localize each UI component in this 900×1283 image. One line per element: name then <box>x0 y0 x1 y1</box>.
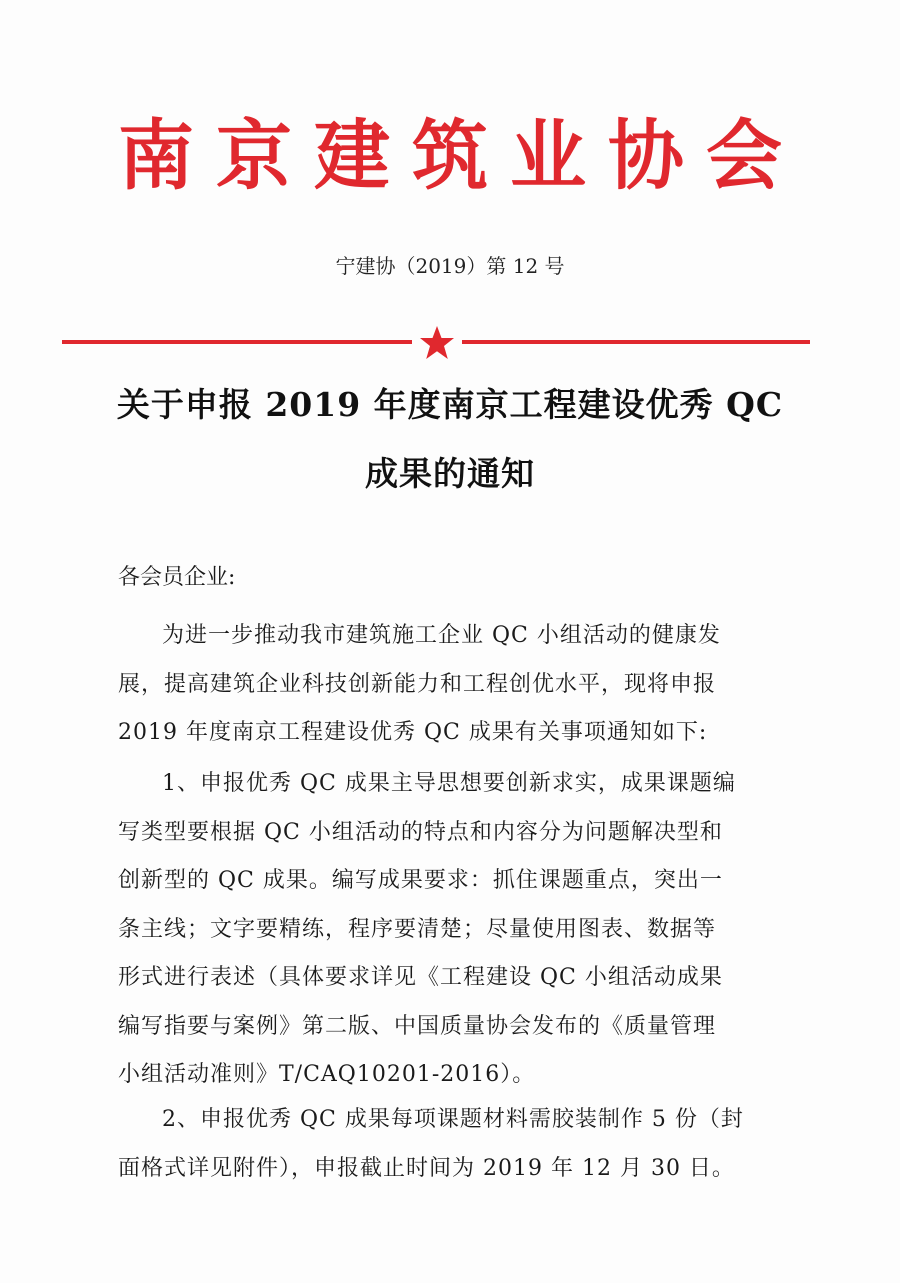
organization-letterhead: 南京建筑业协会 <box>118 111 804 200</box>
notice-title-line-1: 关于申报 2019 年度南京工程建设优秀 QC <box>116 385 784 424</box>
paragraph-line: 1、申报优秀 QC 成果主导思想要创新求实，成果课题编 <box>162 771 736 796</box>
paragraph-line: 为进一步推动我市建筑施工企业 QC 小组活动的健康发 <box>162 623 721 648</box>
paragraph-line: 2、申报优秀 QC 成果每项课题材料需胶装制作 5 份（封 <box>162 1107 744 1132</box>
document-number: 宁建协（2019）第 12 号 <box>335 254 565 278</box>
paragraph-line: 写类型要根据 QC 小组活动的特点和内容分为问题解决型和 <box>118 819 723 845</box>
salutation: 各会员企业: <box>118 565 236 590</box>
paragraph-line: 编写指要与案例》第二版、中国质量协会发布的《质量管理 <box>118 1013 717 1039</box>
paragraph-line: 面格式详见附件），申报截止时间为 2019 年 12 月 30 日。 <box>118 1155 735 1181</box>
paragraph-item-2 <box>118 1096 768 1193</box>
red-divider-right <box>462 340 810 344</box>
paragraph-line: 条主线；文字要精练，程序要清楚；尽量使用图表、数据等 <box>118 916 717 942</box>
red-divider-left <box>62 340 412 344</box>
red-star-icon <box>418 324 456 362</box>
notice-title-line-2: 成果的通知 <box>365 454 535 493</box>
paragraph-line: 2019 年度南京工程建设优秀 QC 成果有关事项通知如下: <box>118 720 708 745</box>
paragraph-line: 展，提高建筑企业科技创新能力和工程创优水平，现将申报 <box>118 671 717 697</box>
paragraph-intro <box>118 612 768 758</box>
paragraph-line: 形式进行表述（具体要求详见《工程建设 QC 小组活动成果 <box>118 965 723 990</box>
paragraph-line: 小组活动准则》T/CAQ10201-2016）。 <box>118 1062 536 1087</box>
paragraph-item-1 <box>118 760 768 1100</box>
paragraph-line: 创新型的 QC 成果。编写成果要求：抓住课题重点，突出一 <box>118 868 723 893</box>
